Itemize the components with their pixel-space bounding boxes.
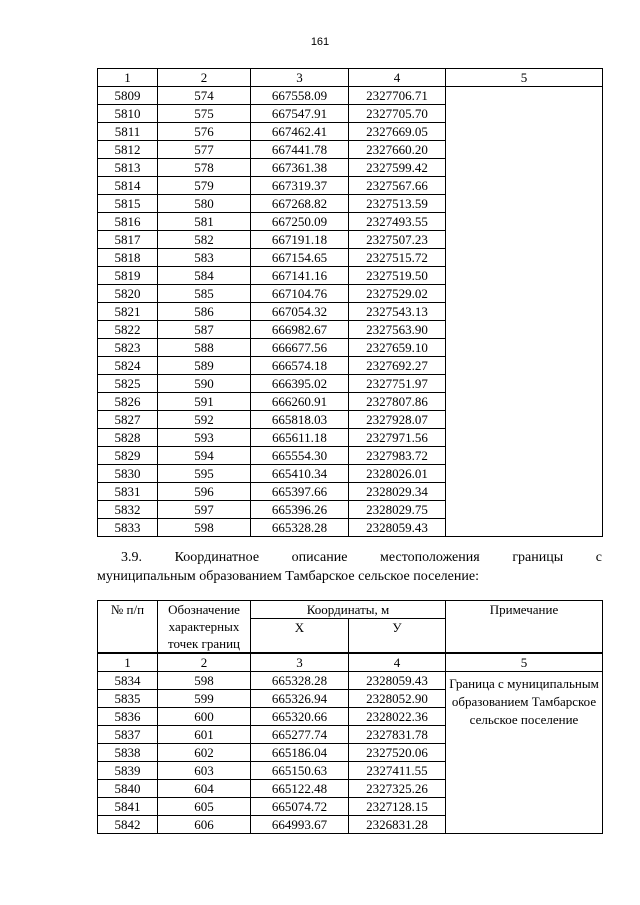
coordinate-x: 665554.30	[251, 447, 349, 465]
coordinate-x: 665818.03	[251, 411, 349, 429]
coordinate-x: 667462.41	[251, 123, 349, 141]
coordinate-x: 667361.38	[251, 159, 349, 177]
point-number: 5827	[98, 411, 158, 429]
point-number: 5814	[98, 177, 158, 195]
point-designation: 587	[158, 321, 251, 339]
point-number: 5826	[98, 393, 158, 411]
point-designation: 604	[158, 780, 251, 798]
point-number: 5830	[98, 465, 158, 483]
section-heading-line: 3.9. Координатное описание местоположения границы с	[121, 550, 602, 565]
point-designation: 601	[158, 726, 251, 744]
coordinate-y: 2327325.26	[349, 780, 446, 798]
coordinate-y: 2327928.07	[349, 411, 446, 429]
coordinate-y: 2327692.27	[349, 357, 446, 375]
col-header-number: № п/п	[98, 601, 158, 654]
coordinate-x: 667558.09	[251, 87, 349, 105]
point-number: 5837	[98, 726, 158, 744]
column-number: 3	[251, 69, 349, 87]
column-number: 1	[98, 653, 158, 672]
point-designation: 600	[158, 708, 251, 726]
col-header-y: У	[349, 619, 446, 653]
point-number: 5809	[98, 87, 158, 105]
column-number-row	[98, 653, 603, 672]
coordinate-x: 667250.09	[251, 213, 349, 231]
coordinate-x: 665074.72	[251, 798, 349, 816]
coordinate-x: 667191.18	[251, 231, 349, 249]
point-number: 5815	[98, 195, 158, 213]
coordinate-x: 665611.18	[251, 429, 349, 447]
note-cell: Граница с муниципальным образованием Тамбарское сельское поселение	[446, 672, 603, 834]
point-designation: 595	[158, 465, 251, 483]
point-designation: 598	[158, 519, 251, 537]
point-number: 5812	[98, 141, 158, 159]
col-header-designation: Обозначение характерных точек границ	[158, 601, 251, 654]
point-number: 5811	[98, 123, 158, 141]
coordinate-x: 665122.48	[251, 780, 349, 798]
point-number: 5836	[98, 708, 158, 726]
coordinate-x: 665326.94	[251, 690, 349, 708]
point-number: 5821	[98, 303, 158, 321]
point-number: 5831	[98, 483, 158, 501]
point-designation: 588	[158, 339, 251, 357]
coordinate-y: 2328059.43	[349, 672, 446, 690]
coordinate-y: 2327128.15	[349, 798, 446, 816]
section-heading-line: муниципальным образованием Тамбарское сельское поселение:	[97, 569, 479, 584]
point-designation: 586	[158, 303, 251, 321]
coordinate-x: 667054.32	[251, 303, 349, 321]
coordinate-y: 2327529.02	[349, 285, 446, 303]
point-number: 5820	[98, 285, 158, 303]
coordinate-y: 2327831.78	[349, 726, 446, 744]
coordinate-y: 2326831.28	[349, 816, 446, 834]
point-designation: 597	[158, 501, 251, 519]
point-number: 5818	[98, 249, 158, 267]
point-number: 5839	[98, 762, 158, 780]
coordinate-x: 665396.26	[251, 501, 349, 519]
point-number: 5817	[98, 231, 158, 249]
coordinate-x: 666260.91	[251, 393, 349, 411]
column-number: 4	[349, 69, 446, 87]
point-designation: 575	[158, 105, 251, 123]
point-designation: 581	[158, 213, 251, 231]
coordinate-x: 665397.66	[251, 483, 349, 501]
column-number-row	[98, 69, 603, 87]
point-designation: 593	[158, 429, 251, 447]
point-number: 5819	[98, 267, 158, 285]
point-number: 5825	[98, 375, 158, 393]
coordinate-y: 2328029.75	[349, 501, 446, 519]
point-number: 5824	[98, 357, 158, 375]
point-number: 5810	[98, 105, 158, 123]
coordinate-x: 665277.74	[251, 726, 349, 744]
table-row	[98, 672, 603, 690]
column-number: 2	[158, 69, 251, 87]
coordinate-x: 665328.28	[251, 519, 349, 537]
point-designation: 590	[158, 375, 251, 393]
coordinate-y: 2327807.86	[349, 393, 446, 411]
coordinate-x: 666395.02	[251, 375, 349, 393]
coordinate-x: 664993.67	[251, 816, 349, 834]
point-designation: 576	[158, 123, 251, 141]
coordinate-y: 2328029.34	[349, 483, 446, 501]
point-designation: 582	[158, 231, 251, 249]
point-designation: 585	[158, 285, 251, 303]
column-number: 5	[446, 69, 603, 87]
coordinate-y: 2327567.66	[349, 177, 446, 195]
point-designation: 592	[158, 411, 251, 429]
column-number: 3	[251, 653, 349, 672]
coordinate-y: 2327543.13	[349, 303, 446, 321]
col-header-x: X	[251, 619, 349, 653]
point-number: 5833	[98, 519, 158, 537]
point-designation: 599	[158, 690, 251, 708]
point-number: 5828	[98, 429, 158, 447]
coordinate-y: 2327513.59	[349, 195, 446, 213]
point-number: 5834	[98, 672, 158, 690]
coordinate-y: 2327660.20	[349, 141, 446, 159]
point-designation: 583	[158, 249, 251, 267]
note-cell	[446, 87, 603, 537]
coordinate-y: 2327411.55	[349, 762, 446, 780]
coordinate-x: 667319.37	[251, 177, 349, 195]
coordinate-x: 665328.28	[251, 672, 349, 690]
point-designation: 584	[158, 267, 251, 285]
coordinate-y: 2327705.70	[349, 105, 446, 123]
point-number: 5840	[98, 780, 158, 798]
coordinate-y: 2328026.01	[349, 465, 446, 483]
coordinate-y: 2327706.71	[349, 87, 446, 105]
coordinate-y: 2328022.36	[349, 708, 446, 726]
point-designation: 578	[158, 159, 251, 177]
section-heading	[97, 548, 602, 586]
coordinate-y: 2327971.56	[349, 429, 446, 447]
coordinate-y: 2328052.90	[349, 690, 446, 708]
point-number: 5838	[98, 744, 158, 762]
coordinate-x: 667268.82	[251, 195, 349, 213]
coordinates-table-continued	[97, 68, 603, 537]
coordinate-x: 666574.18	[251, 357, 349, 375]
point-designation: 574	[158, 87, 251, 105]
boundary-coordinates-table	[97, 600, 603, 834]
coordinate-x: 667104.76	[251, 285, 349, 303]
point-designation: 603	[158, 762, 251, 780]
col-header-coordinates: Координаты, м	[251, 601, 446, 619]
coordinate-x: 667154.65	[251, 249, 349, 267]
point-number: 5816	[98, 213, 158, 231]
coordinate-x: 665150.63	[251, 762, 349, 780]
coordinate-y: 2327563.90	[349, 321, 446, 339]
point-designation: 596	[158, 483, 251, 501]
coordinate-x: 667547.91	[251, 105, 349, 123]
coordinate-y: 2327983.72	[349, 447, 446, 465]
point-designation: 577	[158, 141, 251, 159]
coordinate-y: 2328059.43	[349, 519, 446, 537]
point-number: 5829	[98, 447, 158, 465]
coordinate-x: 665410.34	[251, 465, 349, 483]
page-number: 161	[310, 36, 330, 48]
table-row	[98, 87, 603, 105]
point-number: 5823	[98, 339, 158, 357]
point-designation: 591	[158, 393, 251, 411]
coordinate-y: 2327520.06	[349, 744, 446, 762]
point-number: 5832	[98, 501, 158, 519]
coordinate-y: 2327515.72	[349, 249, 446, 267]
coordinate-y: 2327669.05	[349, 123, 446, 141]
coordinate-y: 2327519.50	[349, 267, 446, 285]
header-row	[98, 601, 603, 619]
point-designation: 589	[158, 357, 251, 375]
col-header-note: Примечание	[446, 601, 603, 654]
point-designation: 605	[158, 798, 251, 816]
coordinate-y: 2327659.10	[349, 339, 446, 357]
point-number: 5835	[98, 690, 158, 708]
point-designation: 579	[158, 177, 251, 195]
point-designation: 598	[158, 672, 251, 690]
coordinate-x: 667441.78	[251, 141, 349, 159]
coordinate-y: 2327493.55	[349, 213, 446, 231]
point-number: 5813	[98, 159, 158, 177]
coordinate-x: 665186.04	[251, 744, 349, 762]
coordinate-y: 2327507.23	[349, 231, 446, 249]
coordinate-x: 665320.66	[251, 708, 349, 726]
point-number: 5822	[98, 321, 158, 339]
column-number: 1	[98, 69, 158, 87]
coordinate-y: 2327751.97	[349, 375, 446, 393]
coordinate-x: 666982.67	[251, 321, 349, 339]
column-number: 4	[349, 653, 446, 672]
point-designation: 594	[158, 447, 251, 465]
point-designation: 580	[158, 195, 251, 213]
point-number: 5842	[98, 816, 158, 834]
column-number: 5	[446, 653, 603, 672]
point-designation: 602	[158, 744, 251, 762]
point-designation: 606	[158, 816, 251, 834]
column-number: 2	[158, 653, 251, 672]
coordinate-x: 667141.16	[251, 267, 349, 285]
coordinate-y: 2327599.42	[349, 159, 446, 177]
coordinate-x: 666677.56	[251, 339, 349, 357]
point-number: 5841	[98, 798, 158, 816]
